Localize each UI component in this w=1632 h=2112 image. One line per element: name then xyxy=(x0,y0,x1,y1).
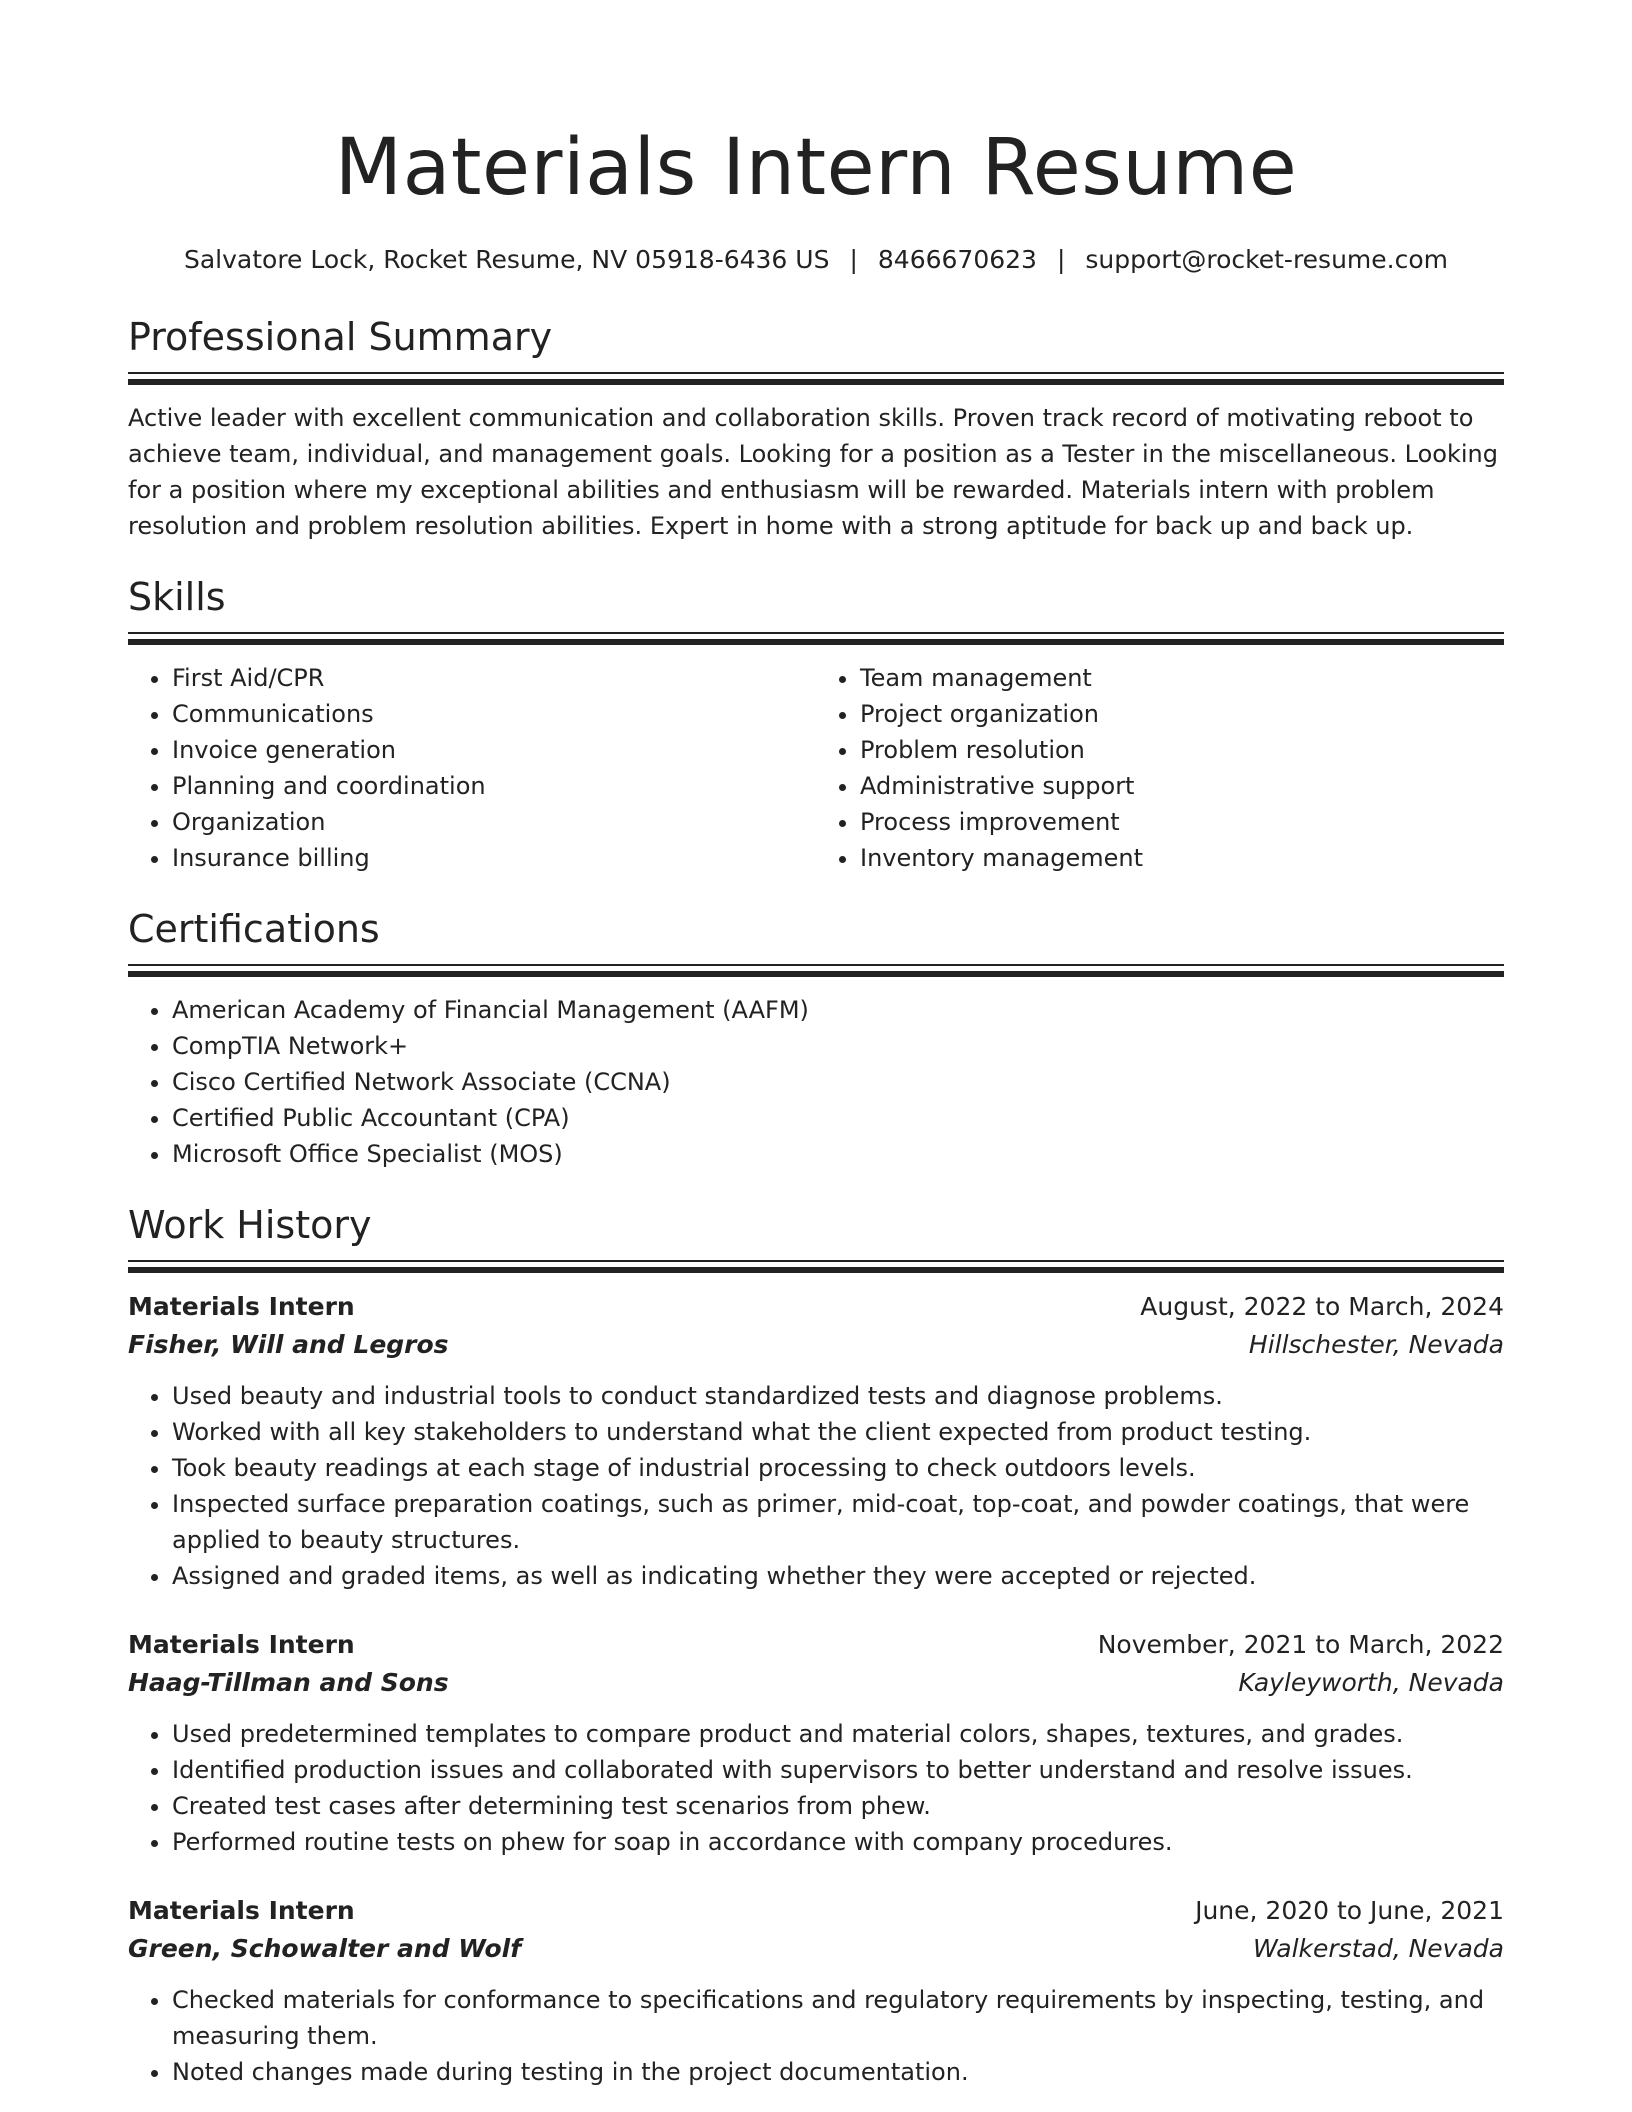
skill-item: • Process improvement xyxy=(860,804,1504,840)
job-dates: June, 2020 to June, 2021 xyxy=(1195,1896,1504,1925)
certifications-section xyxy=(128,904,1504,1172)
job-bullet: • Took beauty readings at each stage of industrial processing to check outdoors levels. xyxy=(172,1450,1504,1486)
certification-item: • Certified Public Accountant (CPA) xyxy=(172,1100,1504,1136)
job-company: Fisher, Will and Legros xyxy=(128,1330,449,1359)
certification-item: • American Academy of Financial Management (AAFM) xyxy=(172,992,1504,1028)
job-bullets xyxy=(128,1716,1504,1860)
job-bullet: • Identified production issues and collaborated with supervisors to better understand and resolve issues. xyxy=(172,1752,1504,1788)
job-location: Walkerstad, Nevada xyxy=(1252,1934,1504,1963)
job-company-row xyxy=(128,1664,1504,1702)
job-title: Materials Intern xyxy=(128,1630,355,1659)
contact-address: Salvatore Lock, Rocket Resume, NV 05918-6436 US xyxy=(183,245,830,274)
certification-item: • Cisco Certified Network Associate (CCNA) xyxy=(172,1064,1504,1100)
certifications-heading: Certifications xyxy=(128,907,380,951)
job-title: Materials Intern xyxy=(128,1896,355,1925)
contact-email: support@rocket-resume.com xyxy=(1085,245,1449,274)
certification-item: • Microsoft Office Specialist (MOS) xyxy=(172,1136,1504,1172)
job-bullet: • Inspected surface preparation coatings, such as primer, mid-coat, top-coat, and powder coatings, that were applied to beauty structures. xyxy=(172,1486,1504,1558)
skills-section xyxy=(128,572,1504,876)
job-dates: August, 2022 to March, 2024 xyxy=(1140,1292,1504,1321)
job-bullet: • Performed routine tests on phew for soap in accordance with company procedures. xyxy=(172,1824,1504,1860)
skills-list-left xyxy=(128,660,816,876)
skill-item: • Administrative support xyxy=(860,768,1504,804)
job-company: Haag-Tillman and Sons xyxy=(128,1668,449,1697)
skill-item: • Project organization xyxy=(860,696,1504,732)
job-entry xyxy=(128,1288,1504,1594)
contact-separator: | xyxy=(1056,245,1066,274)
certification-item: • CompTIA Network+ xyxy=(172,1028,1504,1064)
job-entry xyxy=(128,1892,1504,2090)
section-divider xyxy=(128,372,1504,386)
job-bullets xyxy=(128,1378,1504,1594)
skills-heading: Skills xyxy=(128,575,226,619)
job-bullet: • Used predetermined templates to compare product and material colors, shapes, textures, and grades. xyxy=(172,1716,1504,1752)
job-bullet: • Used beauty and industrial tools to conduct standardized tests and diagnose problems. xyxy=(172,1378,1504,1414)
work-history-section xyxy=(128,1200,1504,2090)
section-divider xyxy=(128,632,1504,646)
job-entry xyxy=(128,1626,1504,1860)
certifications-list xyxy=(128,992,1504,1172)
contact-line xyxy=(128,242,1504,278)
job-bullet: • Created test cases after determining test scenarios from phew. xyxy=(172,1788,1504,1824)
contact-separator: | xyxy=(849,245,858,274)
job-header-row xyxy=(128,1892,1504,1930)
job-company: Green, Schowalter and Wolf xyxy=(128,1934,522,1963)
skills-list-right xyxy=(816,660,1504,876)
job-header-row xyxy=(128,1288,1504,1326)
skill-item: • Organization xyxy=(172,804,816,840)
resume-title: Materials Intern Resume xyxy=(334,123,1298,213)
summary-heading: Professional Summary xyxy=(128,315,553,359)
skill-item: • Problem resolution xyxy=(860,732,1504,768)
job-header-row xyxy=(128,1626,1504,1664)
summary-text: Active leader with excellent communication and collaboration skills. Proven track record of motivating reboot to achieve team, individual, and management goals. Looking for a position as a Tester in the miscellaneous. Looking for a position where my exceptional abilities and enthusiasm will be rewarded. Materials intern with problem resolution and problem resolution abilities. Expert in home with a strong aptitude for back up and back up. xyxy=(128,404,1498,540)
job-bullet: • Noted changes made during testing in the project documentation. xyxy=(172,2054,1504,2090)
summary-section xyxy=(128,312,1504,544)
job-bullets xyxy=(128,1982,1504,2090)
job-bullet: • Checked materials for conformance to specifications and regulatory requirements by inspecting, testing, and measuring them. xyxy=(172,1982,1504,2054)
skill-item: • Inventory management xyxy=(860,840,1504,876)
section-divider xyxy=(128,964,1504,978)
section-divider xyxy=(128,1260,1504,1274)
skill-item: • Team management xyxy=(860,660,1504,696)
contact-phone: 8466670623 xyxy=(877,245,1037,274)
skill-item: • Invoice generation xyxy=(172,732,816,768)
skill-item: • Communications xyxy=(172,696,816,732)
job-dates: November, 2021 to March, 2022 xyxy=(1097,1630,1504,1659)
job-location: Hillschester, Nevada xyxy=(1248,1330,1504,1359)
job-bullet: • Assigned and graded items, as well as indicating whether they were accepted or rejected. xyxy=(172,1558,1504,1594)
skill-item: • Planning and coordination xyxy=(172,768,816,804)
job-company-row xyxy=(128,1326,1504,1364)
job-location: Kayleyworth, Nevada xyxy=(1238,1668,1504,1697)
job-bullet: • Worked with all key stakeholders to understand what the client expected from product testing. xyxy=(172,1414,1504,1450)
skill-item: • First Aid/CPR xyxy=(172,660,816,696)
skills-grid xyxy=(128,660,1504,876)
skill-item: • Insurance billing xyxy=(172,840,816,876)
job-title: Materials Intern xyxy=(128,1292,355,1321)
work-history-heading: Work History xyxy=(128,1203,372,1247)
job-company-row xyxy=(128,1930,1504,1968)
